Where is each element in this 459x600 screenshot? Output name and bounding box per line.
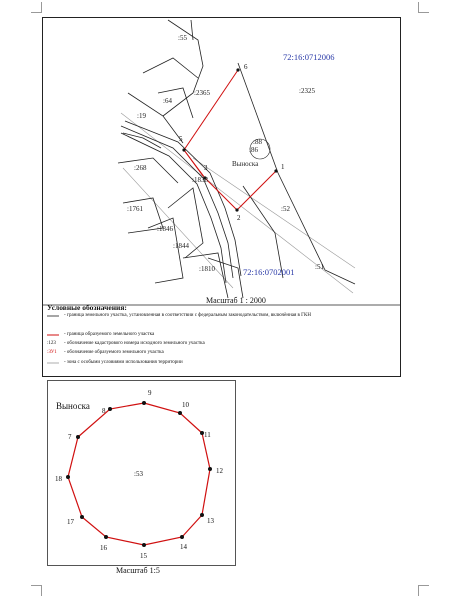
inset-point xyxy=(76,435,80,439)
parcel-label: :19 xyxy=(137,112,146,120)
parcel-label: :2325 xyxy=(299,87,315,95)
legend-text: - граница земельного участка, установленная в соответствии с федеральным законодательством, включённая в ГКН xyxy=(64,313,311,318)
inset-point-label: 8 xyxy=(102,407,106,415)
legend-symbol-formed-line xyxy=(47,332,59,338)
parcel-label: :52 xyxy=(281,205,290,213)
inset-point xyxy=(104,535,108,539)
inset-point-label: 7 xyxy=(68,433,72,441)
legend-text: - обозначение кадастрового номера исходного земельного участка xyxy=(64,341,205,346)
parcel-label: :1844 xyxy=(173,242,189,250)
inset-point-label: 18 xyxy=(55,475,62,483)
inset-point-label: 9 xyxy=(148,389,152,397)
inset-frame xyxy=(47,380,236,566)
map-scale: Масштаб 1 : 2000 xyxy=(206,296,266,305)
parcel-label: :86 xyxy=(249,146,258,154)
inset-title: Выноска xyxy=(56,401,90,411)
inset-point-label: 17 xyxy=(67,518,74,526)
crop-mark-bottom-left xyxy=(31,585,42,596)
parcel-label: :51 xyxy=(315,263,324,271)
inset-point xyxy=(178,411,182,415)
main-map-frame xyxy=(42,17,401,377)
inset-point-label: 14 xyxy=(180,543,187,551)
parcel-label: :64 xyxy=(163,97,172,105)
legend-symbol-code: :123 xyxy=(47,341,56,346)
boundary-point xyxy=(274,169,277,172)
boundary-point xyxy=(235,208,238,211)
inset-point xyxy=(200,513,204,517)
callout-label: Выноска xyxy=(232,160,259,168)
cadastral-map xyxy=(43,18,400,376)
point-label: 3 xyxy=(204,164,208,172)
point-label: 2 xyxy=(237,214,241,222)
parcel-label: :1761 xyxy=(127,205,143,213)
parcel-label: :88 xyxy=(253,138,262,146)
point-label: 1 xyxy=(281,163,285,171)
inset-point-label: 15 xyxy=(140,552,147,560)
legend-text: - граница образуемого земельного участка xyxy=(64,332,155,337)
parcel-label: :1846 xyxy=(157,225,173,233)
inset-point xyxy=(208,467,212,471)
inset-point-label: 13 xyxy=(207,517,214,525)
crop-mark-bottom-right xyxy=(418,585,429,596)
legend-text: - обозначение образуемого земельного участка xyxy=(64,350,164,355)
legend-symbol-cadastre-line xyxy=(47,313,59,319)
inset-scale: Масштаб 1:5 xyxy=(116,566,160,575)
inset-point-label: 12 xyxy=(216,467,223,475)
block-label-north: 72:16:0712006 xyxy=(283,52,335,62)
inset-point xyxy=(180,535,184,539)
block-label-south: 72:16:0702001 xyxy=(243,267,295,277)
parcel-label: :1838 xyxy=(192,176,208,184)
legend-symbol-code: :ЗУ1 xyxy=(47,350,57,355)
point-label: 5 xyxy=(179,135,183,143)
inset-point xyxy=(142,401,146,405)
point-label: 6 xyxy=(244,63,248,71)
inset-map xyxy=(48,381,235,565)
boundary-point xyxy=(236,68,239,71)
parcel-label: :268 xyxy=(134,164,147,172)
inset-parcel-label: :53 xyxy=(134,470,143,478)
crop-mark-top-right xyxy=(418,2,429,13)
crop-mark-top-left xyxy=(31,2,42,13)
legend-title: Условные обозначения: xyxy=(47,303,127,312)
boundary-point xyxy=(182,148,185,151)
inset-point xyxy=(66,475,70,479)
inset-point-label: 10 xyxy=(182,401,189,409)
inset-point xyxy=(80,515,84,519)
parcel-label: :55 xyxy=(178,34,187,42)
inset-point xyxy=(142,543,146,547)
inset-point-label: 16 xyxy=(100,544,107,552)
inset-point xyxy=(108,407,112,411)
parcel-label: :2365 xyxy=(194,89,210,97)
legend-symbol-zone-line xyxy=(47,360,59,366)
inset-point-label: 11 xyxy=(204,431,211,439)
legend-text: - зона с особыми условиями использования территории xyxy=(64,360,183,365)
parcel-label: :1810 xyxy=(199,265,215,273)
